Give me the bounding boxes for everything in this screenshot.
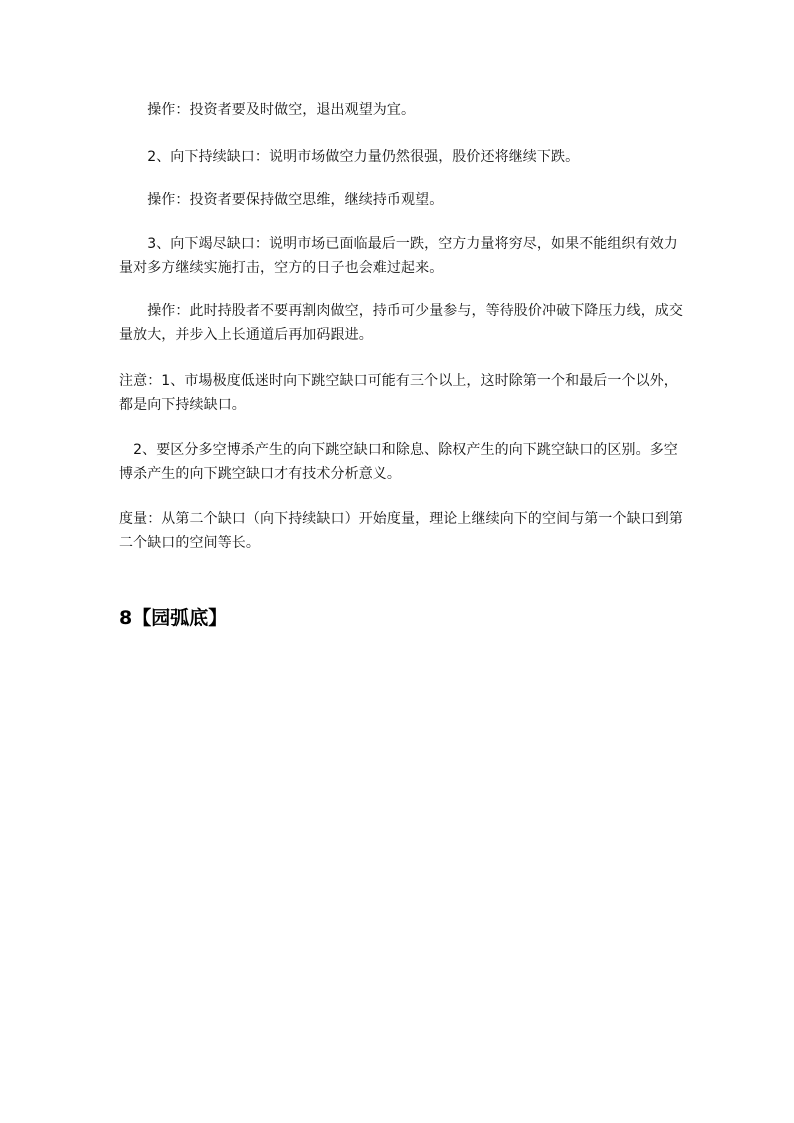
paragraph-operation-3: 操作：此时持股者不要再割肉做空，持币可少量参与，等待股价冲破下降压力线，成交量放大，并步入上长通道后再加码跟进。 [119,303,683,343]
paragraph-note-1: 注意：1、市場极度低迷时向下跳空缺口可能有三个以上，这时除第一个和最后一个以外，都是向下持续缺口。 [119,373,678,413]
paragraph-measure: 度量：从第二个缺口（向下持续缺口）开始度量，理论上继续向下的空间与第一个缺口到第二个缺口的空间等长。 [119,511,683,551]
section-heading: 8【园弧底】 [119,607,228,629]
paragraph-operation-2: 操作：投资者要保持做空思维，继续持币观望。 [119,192,444,208]
paragraph-continuation-gap: 2、向下持续缺口：说明市场做空力量仍然很强，股价还将继续下跌。 [119,149,580,165]
paragraph-note-2: 2、要区分多空博杀产生的向下跳空缺口和除息、除权产生的向下跳空缺口的区别。多空博杀产生的向下跳空缺口才有技术分析意义。 [119,442,678,482]
paragraph-operation-1: 操作：投资者要及时做空，退出观望为宜。 [119,102,416,118]
paragraph-exhaustion-gap: 3、向下竭尽缺口：说明市场已面临最后一跌，空方力量将穷尽，如果不能组织有效力量对多方继续实施打击，空方的日子也会难过起来。 [119,236,678,276]
